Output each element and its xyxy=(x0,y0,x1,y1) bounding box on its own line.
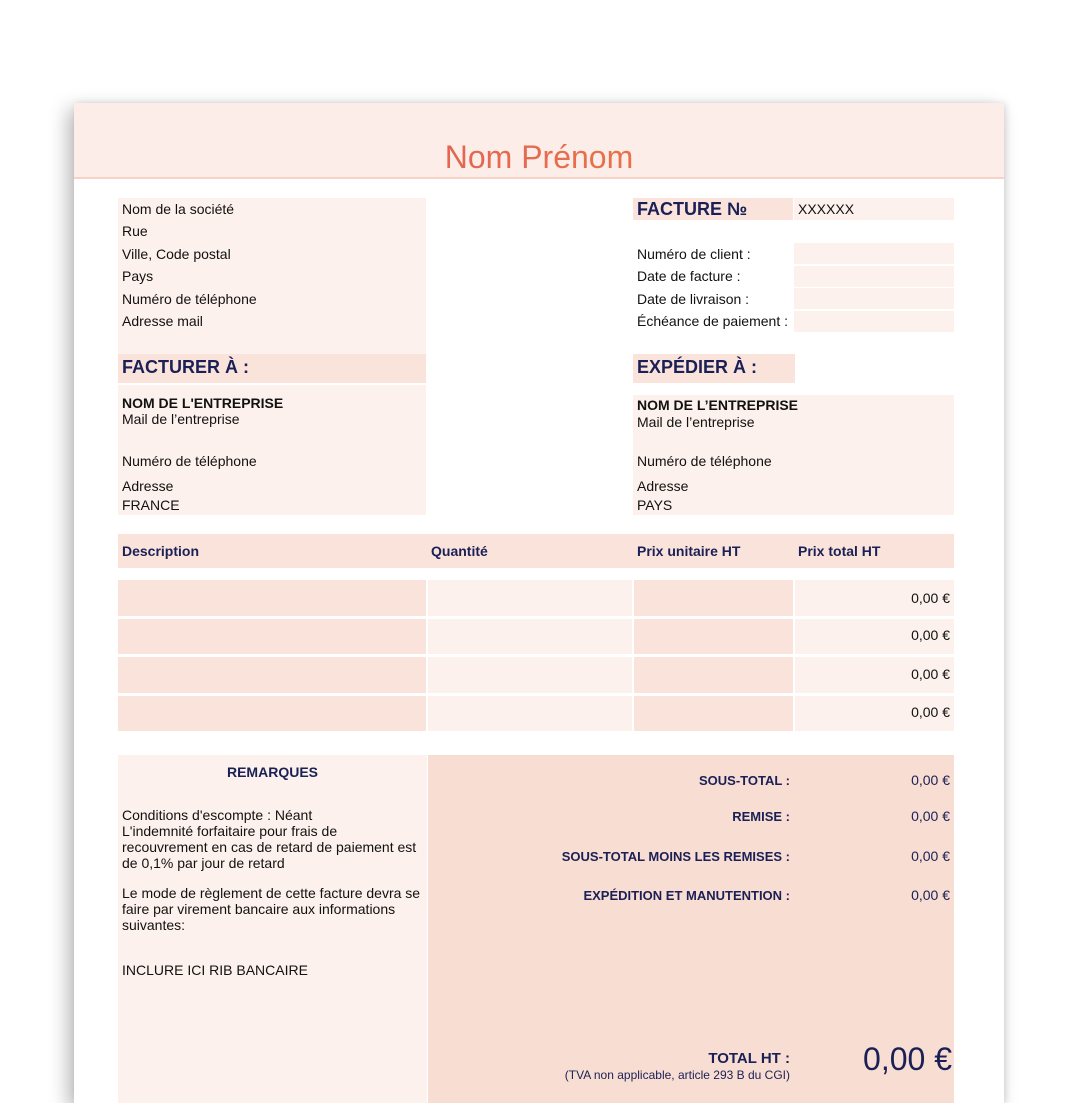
row-2-total: 0,00 € xyxy=(911,627,950,643)
subtotal-value: 0,00 € xyxy=(911,772,950,788)
ship-to-address: Adresse xyxy=(637,478,689,494)
remarks-payment xyxy=(122,885,420,933)
bill-to-heading: FACTURER À : xyxy=(122,357,249,377)
page-title: Nom Prénom xyxy=(74,137,1004,177)
sender-country: Pays xyxy=(122,268,154,284)
sender-phone: Numéro de téléphone xyxy=(122,291,257,307)
net-subtotal-value: 0,00 € xyxy=(911,848,950,864)
row-2-quantity[interactable] xyxy=(428,619,632,654)
remarks-line: Le mode de règlement de cette facture devra se xyxy=(122,885,421,901)
row-4-unit-price[interactable] xyxy=(634,696,793,731)
bill-to-address: Adresse xyxy=(122,478,174,494)
row-2-description[interactable] xyxy=(118,619,426,654)
sender-city: Ville, Code postal xyxy=(122,246,231,262)
client-number-label: Numéro de client : xyxy=(637,246,751,262)
row-1-total: 0,00 € xyxy=(911,590,950,606)
bill-to-company: NOM DE L'ENTREPRISE xyxy=(122,395,284,411)
net-subtotal-label: SOUS-TOTAL MOINS LES REMISES : xyxy=(561,849,790,864)
column-header-total-price: Prix total HT xyxy=(798,543,881,559)
sender-email: Adresse mail xyxy=(122,313,203,329)
invoice-number-label: FACTURE № xyxy=(637,199,748,219)
payment-due-label: Échéance de paiement : xyxy=(637,313,788,329)
ship-to-heading: EXPÉDIER À : xyxy=(637,357,758,377)
ship-to-phone: Numéro de téléphone xyxy=(637,453,772,469)
row-1-description[interactable] xyxy=(118,580,426,616)
row-3-total: 0,00 € xyxy=(911,666,950,682)
delivery-date-label: Date de livraison : xyxy=(637,291,750,307)
sender-company: Nom de la société xyxy=(122,201,235,217)
row-3-unit-price[interactable] xyxy=(634,657,793,693)
row-2-unit-price[interactable] xyxy=(634,619,793,654)
total-ht-note: (TVA non applicable, article 293 B du CGI) xyxy=(564,1068,790,1082)
remarks-rib: INCLURE ICI RIB BANCAIRE xyxy=(122,962,308,978)
column-header-description: Description xyxy=(122,543,200,559)
shipping-label: EXPÉDITION ET MANUTENTION : xyxy=(583,888,790,903)
bill-to-phone: Numéro de téléphone xyxy=(122,453,257,469)
remarks-conditions xyxy=(122,807,416,871)
row-4-quantity[interactable] xyxy=(428,696,632,731)
discount-label: REMISE : xyxy=(732,809,790,824)
remarks-line: recouvrement en cas de retard de paiement est xyxy=(122,839,417,855)
invoice-sheet xyxy=(74,103,1004,1103)
remarks-line: suivantes: xyxy=(122,917,186,933)
invoice-date-label: Date de facture : xyxy=(637,268,741,284)
remarks-heading: REMARQUES xyxy=(226,764,318,780)
bill-to-mail: Mail de l’entreprise xyxy=(122,411,240,427)
row-3-description[interactable] xyxy=(118,657,426,693)
column-header-quantity: Quantité xyxy=(431,543,488,559)
remarks-line: de 0,1% par jour de retard xyxy=(122,855,285,871)
remarks-line: faire par virement bancaire aux informations xyxy=(122,901,396,917)
ship-to-company: NOM DE L’ENTREPRISE xyxy=(637,397,799,413)
invoice-date-field[interactable] xyxy=(794,266,954,287)
row-1-quantity[interactable] xyxy=(428,580,632,616)
total-ht-label: TOTAL HT : xyxy=(708,1050,790,1067)
invoice-number-value: XXXXXX xyxy=(798,201,855,217)
row-1-unit-price[interactable] xyxy=(634,580,793,616)
payment-due-field[interactable] xyxy=(794,311,954,332)
column-header-unit-price: Prix unitaire HT xyxy=(637,543,741,559)
row-4-description[interactable] xyxy=(118,696,426,731)
remarks-line: Conditions d'escompte : Néant xyxy=(122,807,313,823)
row-3-quantity[interactable] xyxy=(428,657,632,693)
shipping-value: 0,00 € xyxy=(911,887,950,903)
total-ht-value: 0,00 € xyxy=(863,1041,952,1077)
delivery-date-field[interactable] xyxy=(794,288,954,309)
discount-value: 0,00 € xyxy=(911,808,950,824)
ship-to-country: PAYS xyxy=(637,497,673,513)
row-4-total: 0,00 € xyxy=(911,704,950,720)
ship-to-mail: Mail de l’entreprise xyxy=(637,414,755,430)
remarks-line: L'indemnité forfaitaire pour frais de xyxy=(122,823,338,839)
subtotal-label: SOUS-TOTAL : xyxy=(699,773,790,788)
bill-to-country: FRANCE xyxy=(122,497,180,513)
sender-box xyxy=(118,198,426,358)
sender-street: Rue xyxy=(122,223,148,239)
client-number-field[interactable] xyxy=(794,243,954,264)
